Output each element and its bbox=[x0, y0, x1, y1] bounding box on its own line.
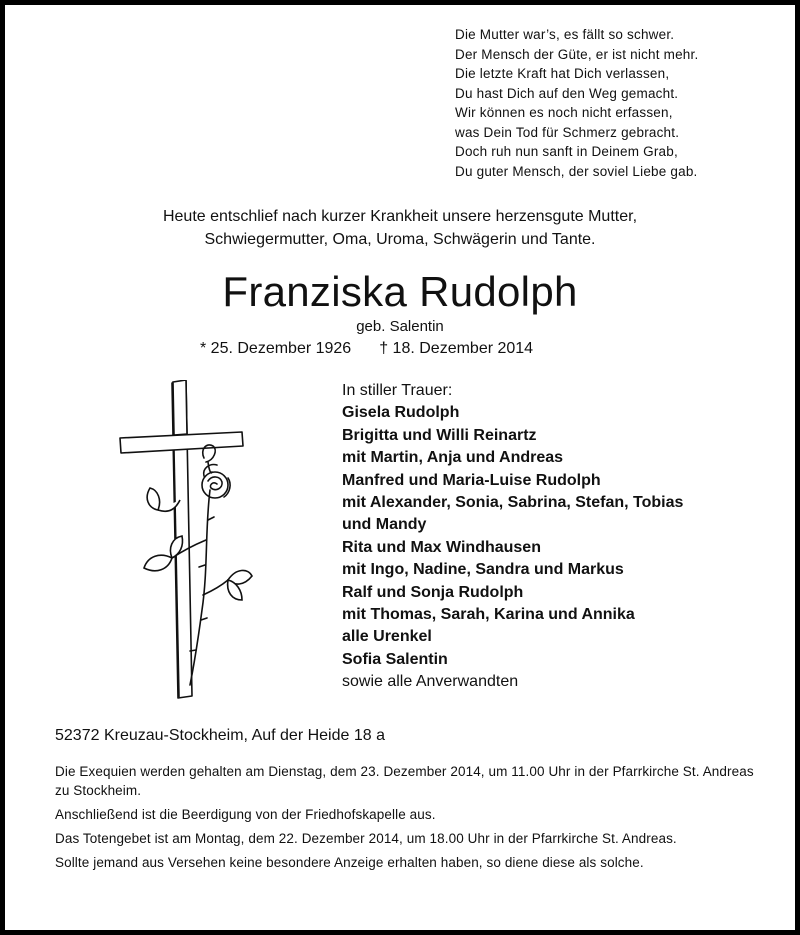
mourner-entry: Gisela Rudolph bbox=[342, 404, 460, 422]
poem-line: Du hast Dich auf den Weg gemacht. bbox=[455, 85, 679, 101]
family-address: 52372 Kreuzau-Stockheim, Auf der Heide 18 a bbox=[55, 727, 385, 744]
cross-with-rose-icon bbox=[110, 380, 255, 700]
death-date: † 18. Dezember 2014 bbox=[379, 340, 534, 357]
poem-line: Wir können es noch nicht erfassen, bbox=[455, 105, 673, 120]
notice-paragraph: Sollte jemand aus Versehen keine besondere Anzeige erhalten haben, so diene diese als solche. bbox=[55, 855, 644, 870]
mourner-entry: mit Ingo, Nadine, Sandra und Markus bbox=[342, 561, 624, 579]
notice-paragraph: Das Totengebet ist am Montag, dem 22. Dezember 2014, um 18.00 Uhr in der Pfarrkirche St. Andreas. bbox=[55, 831, 677, 846]
funeral-notices bbox=[55, 762, 755, 877]
mourners-heading: In stiller Trauer: bbox=[342, 382, 453, 399]
mourner-entry: mit Thomas, Sarah, Karina und Annika bbox=[342, 606, 635, 624]
poem-line: Die Mutter war’s, es fällt so schwer. bbox=[455, 27, 675, 42]
announcement-text bbox=[5, 205, 795, 251]
announcement-line: Heute entschlief nach kurzer Krankheit unsere herzensgute Mutter, bbox=[162, 208, 638, 225]
obituary-notice bbox=[5, 5, 795, 930]
mourner-entry: mit Martin, Anja und Andreas bbox=[342, 449, 564, 467]
poem-line: Der Mensch der Güte, er ist nicht mehr. bbox=[455, 46, 699, 62]
mourner-entry: alle Urenkel bbox=[342, 628, 432, 646]
mourner-entry: mit Alexander, Sonia, Sabrina, Stefan, Tobias bbox=[342, 494, 684, 512]
poem-line: Du guter Mensch, der soviel Liebe gab. bbox=[455, 163, 698, 179]
mourner-entry: und Mandy bbox=[342, 516, 427, 534]
life-dates bbox=[200, 338, 620, 360]
mourners-list bbox=[342, 380, 792, 694]
mourner-entry: Brigitta und Willi Reinartz bbox=[342, 426, 537, 444]
deceased-name: Franziska Rudolph bbox=[222, 268, 578, 315]
notice-paragraph: Die Exequien werden gehalten am Dienstag, dem 23. Dezember 2014, um 11.00 Uhr in der Pfarrkirche St. Andreas zu Stockheim. bbox=[55, 764, 754, 798]
mourner-entry: Manfred und Maria-Luise Rudolph bbox=[342, 471, 601, 489]
announcement-line: Schwiegermutter, Oma, Uroma, Schwägerin und Tante. bbox=[204, 231, 596, 248]
mourner-entry: Rita und Max Windhausen bbox=[342, 538, 541, 556]
poem-line: Die letzte Kraft hat Dich verlassen, bbox=[455, 66, 670, 81]
poem-line: was Dein Tod für Schmerz gebracht. bbox=[455, 124, 680, 140]
notice-paragraph: Anschließend ist die Beerdigung von der Friedhofskapelle aus. bbox=[55, 807, 436, 822]
maiden-name: geb. Salentin bbox=[356, 318, 444, 335]
mourner-entry: Sofia Salentin bbox=[342, 650, 448, 668]
poem-line: Doch ruh nun sanft in Deinem Grab, bbox=[455, 144, 678, 159]
mourners-closing: sowie alle Anverwandten bbox=[342, 673, 519, 691]
mourner-entry: Ralf und Sonja Rudolph bbox=[342, 583, 524, 601]
birth-date: * 25. Dezember 1926 bbox=[200, 340, 352, 357]
poem bbox=[455, 25, 795, 181]
